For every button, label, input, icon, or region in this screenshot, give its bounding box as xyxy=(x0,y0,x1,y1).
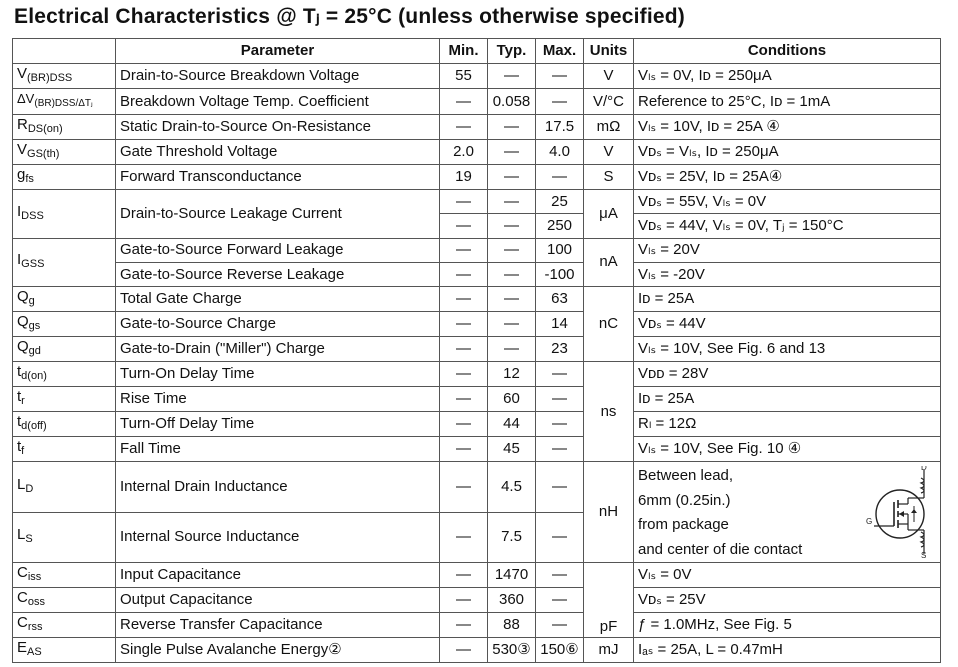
max-cell: 250 xyxy=(536,214,584,238)
symbol-cell: $C_{oss}$ xyxy=(13,588,116,613)
conditions-line: Between lead, xyxy=(638,467,734,485)
typ-cell: 360 xyxy=(488,588,536,613)
max-cell: -100 xyxy=(536,262,584,286)
table-row xyxy=(13,312,941,337)
gate-label: G xyxy=(866,517,873,527)
typ-cell: — xyxy=(488,238,536,262)
parameter-cell: Gate-to-Source Charge xyxy=(116,312,440,337)
conditions-cell: Vᴅₛ = 44V xyxy=(634,312,941,337)
typ-cell: — xyxy=(488,337,536,362)
table-row xyxy=(13,563,941,588)
parameter-cell: Forward Transconductance xyxy=(116,165,440,190)
typ-cell: — xyxy=(488,214,536,238)
max-cell: — xyxy=(536,64,584,89)
table-row xyxy=(13,64,941,89)
unit-cell: nC xyxy=(584,287,634,362)
min-cell: — xyxy=(440,190,488,214)
parameter-cell: Breakdown Voltage Temp. Coefficient xyxy=(116,89,440,115)
parameter-cell: Input Capacitance xyxy=(116,563,440,588)
unit-cell: nH xyxy=(584,462,634,563)
conditions-cell: Vₗₛ = -20V xyxy=(634,262,941,286)
min-cell: — xyxy=(440,262,488,286)
conditions-cell: Vᴅᴅ = 28V xyxy=(634,362,941,387)
parameter-cell: Single Pulse Avalanche Energy② xyxy=(116,638,440,663)
conditions-cell: Vₗₛ = 10V, See Fig. 6 and 13 xyxy=(634,337,941,362)
parameter-cell: Gate-to-Source Reverse Leakage xyxy=(116,262,440,286)
parameter-cell: Static Drain-to-Source On-Resistance xyxy=(116,115,440,140)
conditions-line: and center of die contact xyxy=(638,540,803,558)
symbol-cell: $L_S$ xyxy=(13,512,116,563)
conditions-cell: Vᴅₛ = 25V xyxy=(634,588,941,613)
min-cell: — xyxy=(440,462,488,513)
symbol-cell: $Q_{gs}$ xyxy=(13,312,116,337)
min-cell: — xyxy=(440,387,488,412)
conditions-line: from package xyxy=(638,516,729,534)
conditions-cell: Vᴅₛ = 25V, Iᴅ = 25A④ xyxy=(634,165,941,190)
unit-cell: V/°C xyxy=(584,89,634,115)
conditions-cell: Vᴅₛ = 55V, Vₗₛ = 0V xyxy=(634,190,941,214)
min-cell: — xyxy=(440,613,488,638)
max-cell: — xyxy=(536,563,584,588)
min-cell: — xyxy=(440,362,488,387)
max-cell: — xyxy=(536,462,584,513)
max-cell: — xyxy=(536,165,584,190)
symbol-cell: $t_r$ xyxy=(13,387,116,412)
table-row xyxy=(13,190,941,214)
typ-cell: — xyxy=(488,140,536,165)
unit-cell: μA xyxy=(584,190,634,239)
table-row xyxy=(13,89,941,115)
header-symbol xyxy=(13,39,116,64)
parameter-cell: Fall Time xyxy=(116,437,440,462)
parameter-cell: Gate-to-Drain ("Miller") Charge xyxy=(116,337,440,362)
conditions-cell xyxy=(634,462,941,563)
conditions-cell: Iᴅ = 25A xyxy=(634,387,941,412)
typ-cell: 4.5 xyxy=(488,462,536,513)
typ-cell: 1470 xyxy=(488,563,536,588)
table-row xyxy=(13,115,941,140)
conditions-cell: ƒ = 1.0MHz, See Fig. 5 xyxy=(634,613,941,638)
table-row xyxy=(13,412,941,437)
typ-cell: — xyxy=(488,190,536,214)
parameter-cell: Rise Time xyxy=(116,387,440,412)
min-cell: 55 xyxy=(440,64,488,89)
symbol-cell: $\Delta V_{(BR)DSS/\Delta Tⱼ}$ xyxy=(13,89,116,115)
conditions-cell: Vₗₛ = 10V, Iᴅ = 25A ④ xyxy=(634,115,941,140)
max-cell: — xyxy=(536,89,584,115)
parameter-cell: Drain-to-Source Leakage Current xyxy=(116,190,440,239)
page-title: Electrical Characteristics @ Tⱼ = 25°C (unless otherwise specified) xyxy=(14,5,685,28)
max-cell: 23 xyxy=(536,337,584,362)
table-row xyxy=(13,613,941,638)
table-row xyxy=(13,588,941,613)
conditions-cell: Vᴅₛ = 44V, Vₗₛ = 0V, Tⱼ = 150°C xyxy=(634,214,941,238)
conditions-cell: Rₗ = 12Ω xyxy=(634,412,941,437)
symbol-cell: $V_{GS(th)}$ xyxy=(13,140,116,165)
unit-label: pF xyxy=(599,618,618,636)
typ-cell: — xyxy=(488,64,536,89)
min-cell: — xyxy=(440,89,488,115)
symbol-cell: $V_{(BR)DSS}$ xyxy=(13,64,116,89)
conditions-cell: Vₗₛ = 0V xyxy=(634,563,941,588)
unit-cell xyxy=(584,563,634,638)
min-cell: — xyxy=(440,412,488,437)
symbol-cell: $I_{DSS}$ xyxy=(13,190,116,239)
symbol-cell: $L_D$ xyxy=(13,462,116,513)
parameter-cell: Turn-On Delay Time xyxy=(116,362,440,387)
header-row xyxy=(13,39,941,64)
typ-cell: 88 xyxy=(488,613,536,638)
parameter-cell: Drain-to-Source Breakdown Voltage xyxy=(116,64,440,89)
symbol-cell: $C_{rss}$ xyxy=(13,613,116,638)
unit-cell: V xyxy=(584,64,634,89)
drain-label: D xyxy=(921,466,927,473)
symbol-cell: $Q_g$ xyxy=(13,287,116,312)
max-cell: 14 xyxy=(536,312,584,337)
max-cell: 150⑥ xyxy=(536,638,584,663)
typ-cell: — xyxy=(488,312,536,337)
unit-cell: V xyxy=(584,140,634,165)
parameter-cell: Internal Drain Inductance xyxy=(116,462,440,513)
table-row xyxy=(13,462,941,513)
max-cell: — xyxy=(536,613,584,638)
min-cell: — xyxy=(440,287,488,312)
header-conditions: Conditions xyxy=(634,39,941,64)
max-cell: — xyxy=(536,512,584,563)
conditions-cell: Vₗₛ = 20V xyxy=(634,238,941,262)
min-cell: — xyxy=(440,214,488,238)
conditions-cell: Vₗₛ = 0V, Iᴅ = 250μA xyxy=(634,64,941,89)
min-cell: — xyxy=(440,563,488,588)
typ-cell: — xyxy=(488,165,536,190)
source-label: S xyxy=(921,551,927,559)
max-cell: — xyxy=(536,437,584,462)
max-cell: — xyxy=(536,412,584,437)
conditions-cell: Vᴅₛ = Vₗₛ, Iᴅ = 250μA xyxy=(634,140,941,165)
symbol-cell: $E_{AS}$ xyxy=(13,638,116,663)
max-cell: 100 xyxy=(536,238,584,262)
unit-cell: S xyxy=(584,165,634,190)
header-max: Max. xyxy=(536,39,584,64)
table-row xyxy=(13,362,941,387)
conditions-cell: Iᴅ = 25A xyxy=(634,287,941,312)
max-cell: 4.0 xyxy=(536,140,584,165)
max-cell: — xyxy=(536,588,584,613)
conditions-cell: Iₐₛ = 25A, L = 0.47mH xyxy=(634,638,941,663)
min-cell: — xyxy=(440,312,488,337)
typ-cell: — xyxy=(488,115,536,140)
typ-cell: 45 xyxy=(488,437,536,462)
table-row xyxy=(13,287,941,312)
min-cell: — xyxy=(440,115,488,140)
min-cell: — xyxy=(440,588,488,613)
conditions-cell: Vₗₛ = 10V, See Fig. 10 ④ xyxy=(634,437,941,462)
max-cell: — xyxy=(536,362,584,387)
unit-cell: mJ xyxy=(584,638,634,663)
unit-cell: nA xyxy=(584,238,634,287)
max-cell: — xyxy=(536,387,584,412)
min-cell: — xyxy=(440,337,488,362)
symbol-cell: $t_f$ xyxy=(13,437,116,462)
typ-cell: 530③ xyxy=(488,638,536,663)
symbol-cell: $I_{GSS}$ xyxy=(13,238,116,287)
unit-cell: ns xyxy=(584,362,634,462)
table-row xyxy=(13,437,941,462)
header-units: Units xyxy=(584,39,634,64)
typ-cell: 0.058 xyxy=(488,89,536,115)
typ-cell: 44 xyxy=(488,412,536,437)
min-cell: 2.0 xyxy=(440,140,488,165)
symbol-cell: $R_{DS(on)}$ xyxy=(13,115,116,140)
parameter-cell: Reverse Transfer Capacitance xyxy=(116,613,440,638)
max-cell: 25 xyxy=(536,190,584,214)
mosfet-symbol xyxy=(864,466,934,558)
parameter-cell: Gate Threshold Voltage xyxy=(116,140,440,165)
typ-cell: 7.5 xyxy=(488,512,536,563)
header-typ: Typ. xyxy=(488,39,536,64)
typ-cell: 12 xyxy=(488,362,536,387)
table-row xyxy=(13,262,941,286)
max-cell: 17.5 xyxy=(536,115,584,140)
symbol-cell: $C_{iss}$ xyxy=(13,563,116,588)
conditions-cell: Reference to 25°C, Iᴅ = 1mA xyxy=(634,89,941,115)
parameter-cell: Turn-Off Delay Time xyxy=(116,412,440,437)
unit-cell: mΩ xyxy=(584,115,634,140)
symbol-cell: $t_{d(off)}$ xyxy=(13,412,116,437)
parameter-cell: Output Capacitance xyxy=(116,588,440,613)
table-row xyxy=(13,238,941,262)
parameter-cell: Gate-to-Source Forward Leakage xyxy=(116,238,440,262)
max-cell: 63 xyxy=(536,287,584,312)
typ-cell: — xyxy=(488,287,536,312)
typ-cell: — xyxy=(488,262,536,286)
conditions-line: 6mm (0.25in.) xyxy=(638,491,731,509)
table-row xyxy=(13,337,941,362)
symbol-cell: $Q_{gd}$ xyxy=(13,337,116,362)
min-cell: — xyxy=(440,437,488,462)
min-cell: — xyxy=(440,238,488,262)
min-cell: — xyxy=(440,638,488,663)
table-row xyxy=(13,165,941,190)
table-row xyxy=(13,387,941,412)
symbol-cell: $t_{d(on)}$ xyxy=(13,362,116,387)
header-parameter: Parameter xyxy=(116,39,440,64)
symbol-cell: $g_{fs}$ xyxy=(13,165,116,190)
min-cell: — xyxy=(440,512,488,563)
table-row xyxy=(13,140,941,165)
parameter-cell: Total Gate Charge xyxy=(116,287,440,312)
parameter-cell: Internal Source Inductance xyxy=(116,512,440,563)
table-row xyxy=(13,638,941,663)
header-min: Min. xyxy=(440,39,488,64)
typ-cell: 60 xyxy=(488,387,536,412)
electrical-characteristics-table xyxy=(12,38,941,663)
min-cell: 19 xyxy=(440,165,488,190)
